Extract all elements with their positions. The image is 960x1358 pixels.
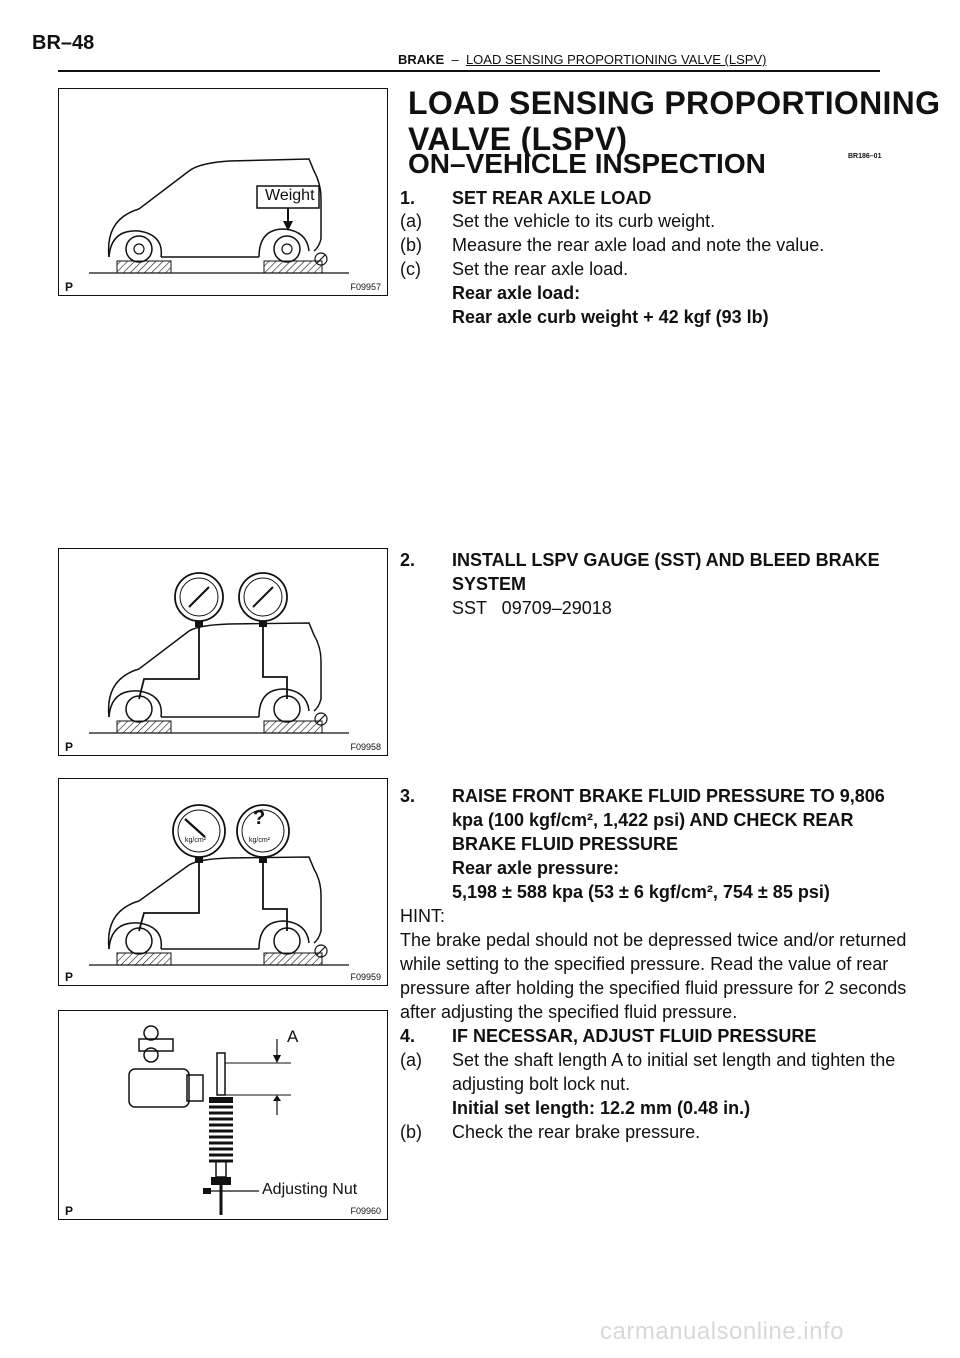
step4-b-label: (b) xyxy=(400,1122,422,1142)
vehicle-weight-illustration xyxy=(59,89,389,297)
pressure-check-illustration xyxy=(59,779,389,987)
step1-spec-value: Rear axle curb weight + 42 kgf (93 lb) xyxy=(452,307,769,327)
step4-a-line2: adjusting bolt lock nut. xyxy=(452,1074,631,1094)
gauge-unit-label: kg/cm² xyxy=(249,837,270,844)
gauge-install-illustration xyxy=(59,549,389,757)
step3-heading-line3: BRAKE FLUID PRESSURE xyxy=(452,834,679,854)
hint-line: after adjusting the specified fluid pressure. xyxy=(400,1002,738,1022)
gauge-unknown-mark: ? xyxy=(253,807,266,829)
step2-heading-line2: SYSTEM xyxy=(452,574,527,594)
gauge-unit-label: kg/cm² xyxy=(185,837,206,844)
shaft-length-a-label: A xyxy=(287,1027,299,1046)
step3-number: 3. xyxy=(400,786,416,806)
figure-lspv-gauge-install xyxy=(58,548,388,756)
figure-adjust-shaft-length xyxy=(58,1010,388,1220)
section-name: BRAKE xyxy=(398,52,445,67)
step1-b-text: Measure the rear axle load and note the value. xyxy=(452,235,825,255)
step1-spec-label: Rear axle load: xyxy=(452,283,581,303)
figure-rear-axle-weight xyxy=(58,88,388,296)
section-separator: – xyxy=(451,52,459,67)
reference-code: BR186–01 xyxy=(848,153,882,160)
hint-line: pressure after holding the specified fluid pressure for 2 seconds xyxy=(400,978,907,998)
step3-spec-value: 5,198 ± 588 kpa (53 ± 6 kgf/cm², 754 ± 85 psi) xyxy=(452,882,830,902)
figure-p-mark: P xyxy=(65,740,74,754)
step3-heading-line1: RAISE FRONT BRAKE FLUID PRESSURE TO 9,806 xyxy=(452,786,885,806)
figure-id: F09960 xyxy=(350,1206,381,1216)
figure-p-mark: P xyxy=(65,1204,74,1218)
section-header xyxy=(398,52,766,67)
step3-spec-label: Rear axle pressure: xyxy=(452,858,620,878)
page-subtitle: ON–VEHICLE INSPECTION xyxy=(408,148,766,179)
step4-a-line1: Set the shaft length A to initial set length and tighten the xyxy=(452,1050,896,1070)
figure-id: F09958 xyxy=(350,742,381,752)
hint-line: while setting to the specified pressure. Read the value of rear xyxy=(400,954,889,974)
hint-line: The brake pedal should not be depressed twice and/or returned xyxy=(400,930,907,950)
step2-number: 2. xyxy=(400,550,416,570)
step2-sst: SST 09709–29018 xyxy=(452,598,612,618)
step4-spec: Initial set length: 12.2 mm (0.48 in.) xyxy=(452,1098,751,1118)
figure-id: F09957 xyxy=(350,282,381,292)
figure-check-rear-pressure xyxy=(58,778,388,986)
section-title: LOAD SENSING PROPORTIONING VALVE (LSPV) xyxy=(465,52,767,67)
step3-heading-line2: kpa (100 kgf/cm², 1,422 psi) AND CHECK REAR xyxy=(452,810,854,830)
page-title-line2: VALVE (LSPV) xyxy=(408,121,628,157)
step4-heading: IF NECESSAR, ADJUST FLUID PRESSURE xyxy=(452,1026,817,1046)
step1-c-label: (c) xyxy=(400,259,421,279)
adjusting-nut-label: Adjusting Nut xyxy=(262,1181,358,1198)
hint-label: HINT: xyxy=(400,906,445,926)
step1-a-label: (a) xyxy=(400,211,422,231)
step1-b-label: (b) xyxy=(400,235,422,255)
page-number: BR–48 xyxy=(32,32,95,54)
header-rule xyxy=(58,70,880,72)
step1-a-text: Set the vehicle to its curb weight. xyxy=(452,211,716,231)
step1-heading: SET REAR AXLE LOAD xyxy=(452,188,652,208)
watermark: carmanualsonline.info xyxy=(600,1318,844,1345)
step4-number: 4. xyxy=(400,1026,416,1046)
step1-c-text: Set the rear axle load. xyxy=(452,259,629,279)
figure-p-mark: P xyxy=(65,280,74,294)
figure-p-mark: P xyxy=(65,970,74,984)
step1-number: 1. xyxy=(400,188,416,208)
page-title-line1: LOAD SENSING PROPORTIONING xyxy=(408,85,941,121)
step4-b-text: Check the rear brake pressure. xyxy=(452,1122,701,1142)
figure-id: F09959 xyxy=(350,972,381,982)
step4-a-label: (a) xyxy=(400,1050,422,1070)
step2-heading-line1: INSTALL LSPV GAUGE (SST) AND BLEED BRAKE xyxy=(452,550,880,570)
weight-label: Weight xyxy=(265,187,315,204)
